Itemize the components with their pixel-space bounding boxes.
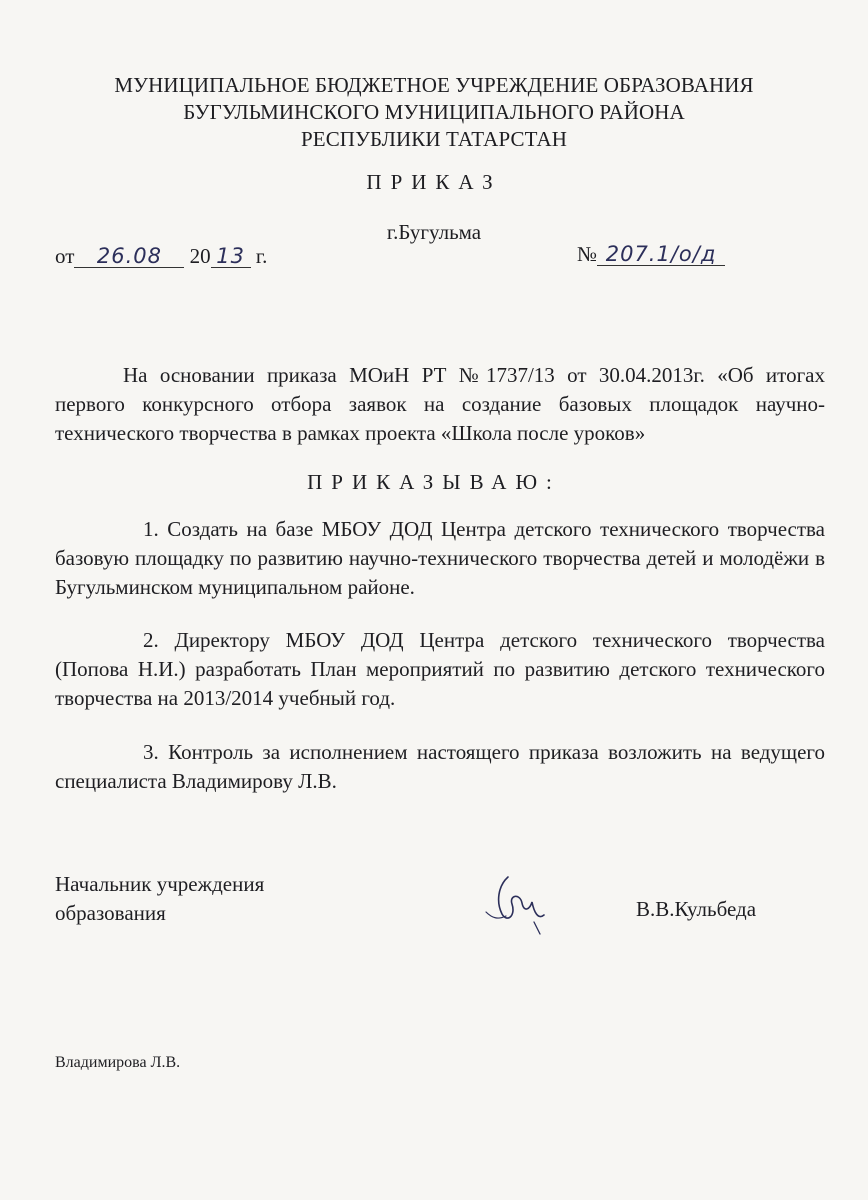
number-prefix: № <box>577 242 598 266</box>
signer-name: В.В.Кульбеда <box>636 897 757 921</box>
date-suffix: г. <box>255 244 268 268</box>
preamble: На основании приказа МОиН РТ №1737/13 от 30.04.2013г. «Об итогах первого конкурсного отбора заявок на создание базовых площадок научно-технического творчества в рамках проекта «Школа после уроков» <box>55 363 825 445</box>
document-title: ПРИКАЗ <box>366 170 502 194</box>
order-item-1: 1. Создать на базе МБОУ ДОД Центра детского технического творчества базовую площадку по развитию научно-технического творчества детей и молодёжи в Бугульминском муниципальном районе. <box>55 517 825 599</box>
order-item-2: 2. Директору МБОУ ДОД Центра детского технического творчества (Попова Н.И.) разработать План мероприятий по развитию детского технического творчества на 2013/2014 учебный год. <box>55 628 825 710</box>
header-line-2: БУГУЛЬМИНСКОГО МУНИЦИПАЛЬНОГО РАЙОНА <box>183 100 685 124</box>
order-item-3: 3. Контроль за исполнением настоящего приказа возложить на ведущего специалиста Владимирову Л.В. <box>55 740 825 793</box>
institution-header <box>0 72 868 153</box>
date-century: 20 <box>189 244 211 268</box>
signer-title-line-2: образования <box>55 901 166 925</box>
handwritten-signature <box>478 862 558 942</box>
order-word: ПРИКАЗЫВАЮ: <box>307 470 561 494</box>
order-date <box>55 244 267 269</box>
date-day-month: 26.08 <box>74 245 184 268</box>
order-number <box>577 242 725 267</box>
city: г.Бугульма <box>386 220 482 244</box>
signer-title-line-1: Начальник учреждения <box>55 872 265 896</box>
date-prefix: от <box>55 244 75 268</box>
executor-name: Владимирова Л.В. <box>55 1054 181 1071</box>
header-line-3: РЕСПУБЛИКИ ТАТАРСТАН <box>300 127 568 151</box>
header-line-1: МУНИЦИПАЛЬНОЕ БЮДЖЕТНОЕ УЧРЕЖДЕНИЕ ОБРАЗОВАНИЯ <box>114 73 754 97</box>
date-year: 13 <box>211 245 251 268</box>
signer-title <box>55 870 264 928</box>
number-value: 207.1/о/д <box>597 243 725 266</box>
